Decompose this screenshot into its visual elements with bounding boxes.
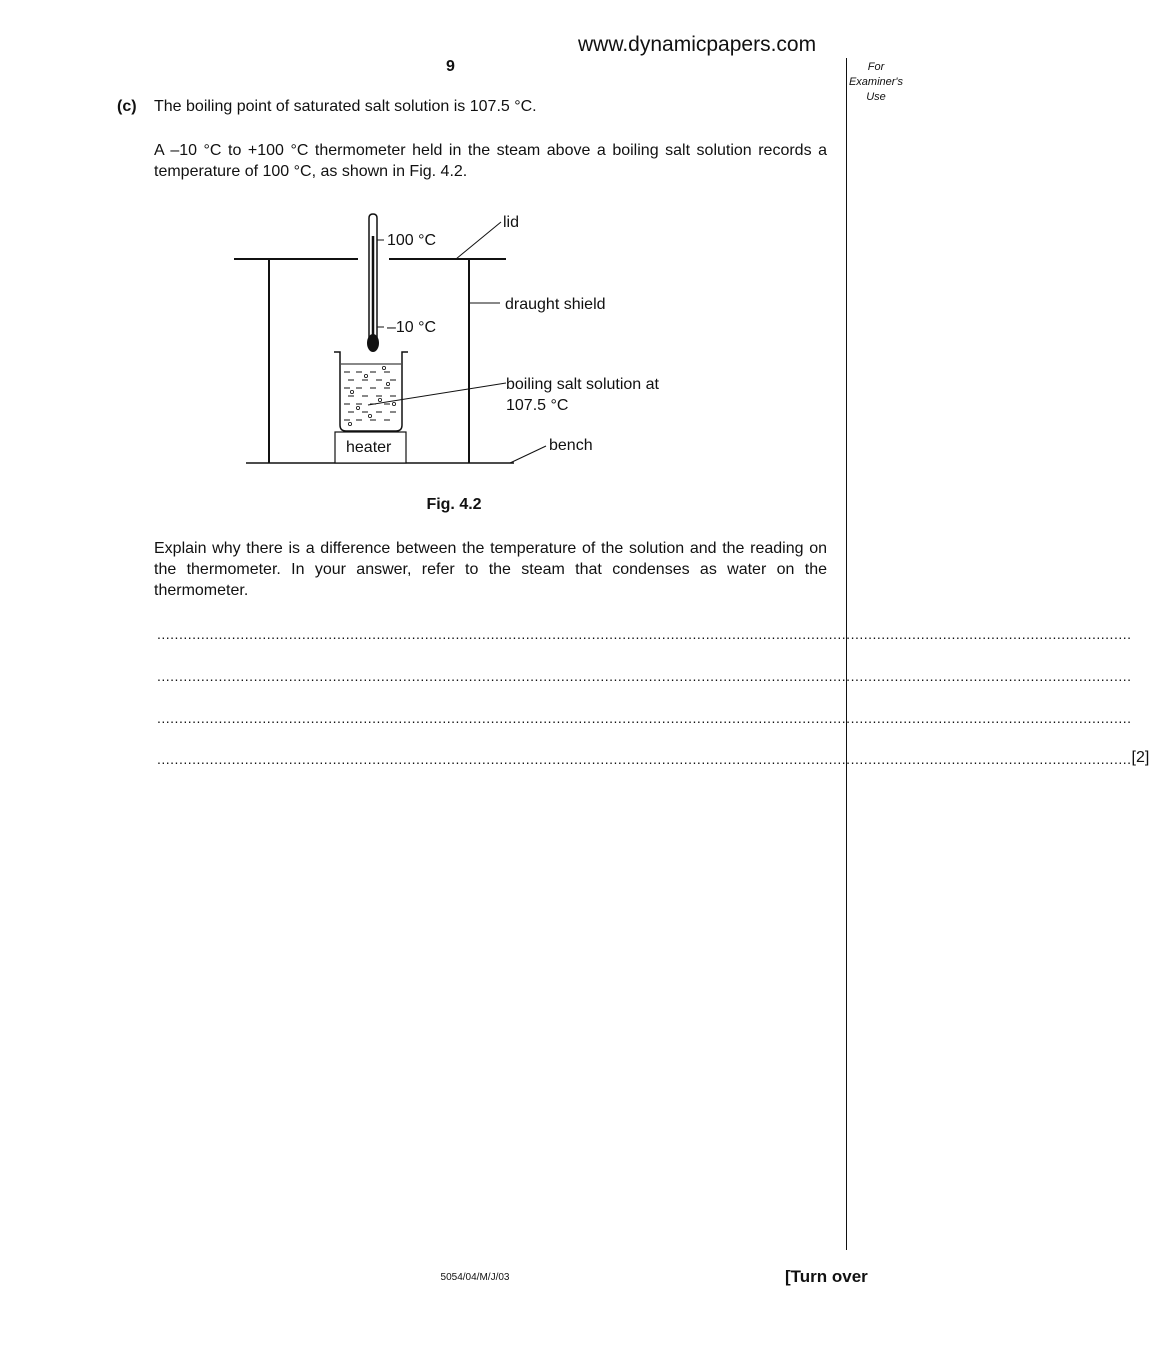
label-heater: heater [346,439,392,456]
figure-diagram [0,0,950,490]
label-minus10C: –10 °C [387,319,437,336]
bench-leader [510,446,546,463]
lid-leader [456,222,501,259]
thermometer-bulb [367,334,379,352]
answer-dots: .............................................................................................................................................................................................................................. [157,751,1132,767]
paper-code: 5054/04/M/J/03 [440,1272,510,1283]
solution-pattern [344,372,396,420]
answer-line-3[interactable] [157,704,1132,726]
label-solution-2: 107.5 °C [506,397,569,414]
question-label: (c) [117,98,137,115]
label-lid: lid [503,214,520,231]
answer-line-2[interactable] [157,662,1132,684]
answer-dots: .............................................................................................................................................................................................................................. [157,710,1132,726]
label-solution-1: boiling salt solution at [506,376,659,393]
solution-bubbles [348,366,395,425]
question-statement: The boiling point of saturated salt solution is 107.5 °C. [154,98,537,115]
turn-over-label: [Turn over [785,1267,868,1286]
examiner-line-1: For [867,61,885,73]
examiner-line-2: Examiner's [848,76,904,88]
website-watermark: www.dynamicpapers.com [578,33,817,56]
answer-dots: .............................................................................................................................................................................................................................. [157,668,1132,684]
label-bench: bench [549,437,593,454]
label-100C: 100 °C [387,232,437,249]
answer-line-4[interactable] [157,745,1149,767]
question-prompt: Explain why there is a difference between the temperature of the solution and the reading on the thermometer. In your answer, refer to the steam that condenses as water on the thermometer. [154,540,827,599]
figure-caption: Fig. 4.2 [426,496,482,513]
question-description: A –10 °C to +100 °C thermometer held in the steam above a boiling salt solution records a temperature of 100 °C, as shown in Fig. 4.2. [154,142,827,180]
solution-leader [368,383,506,405]
marks-label: [2] [1131,749,1149,766]
label-draught-shield: draught shield [505,296,606,313]
examiner-line-3: Use [866,91,886,103]
answer-line-1[interactable] [157,620,1132,642]
answer-dots: .............................................................................................................................................................................................................................. [157,626,1132,642]
page-number: 9 [446,58,455,75]
